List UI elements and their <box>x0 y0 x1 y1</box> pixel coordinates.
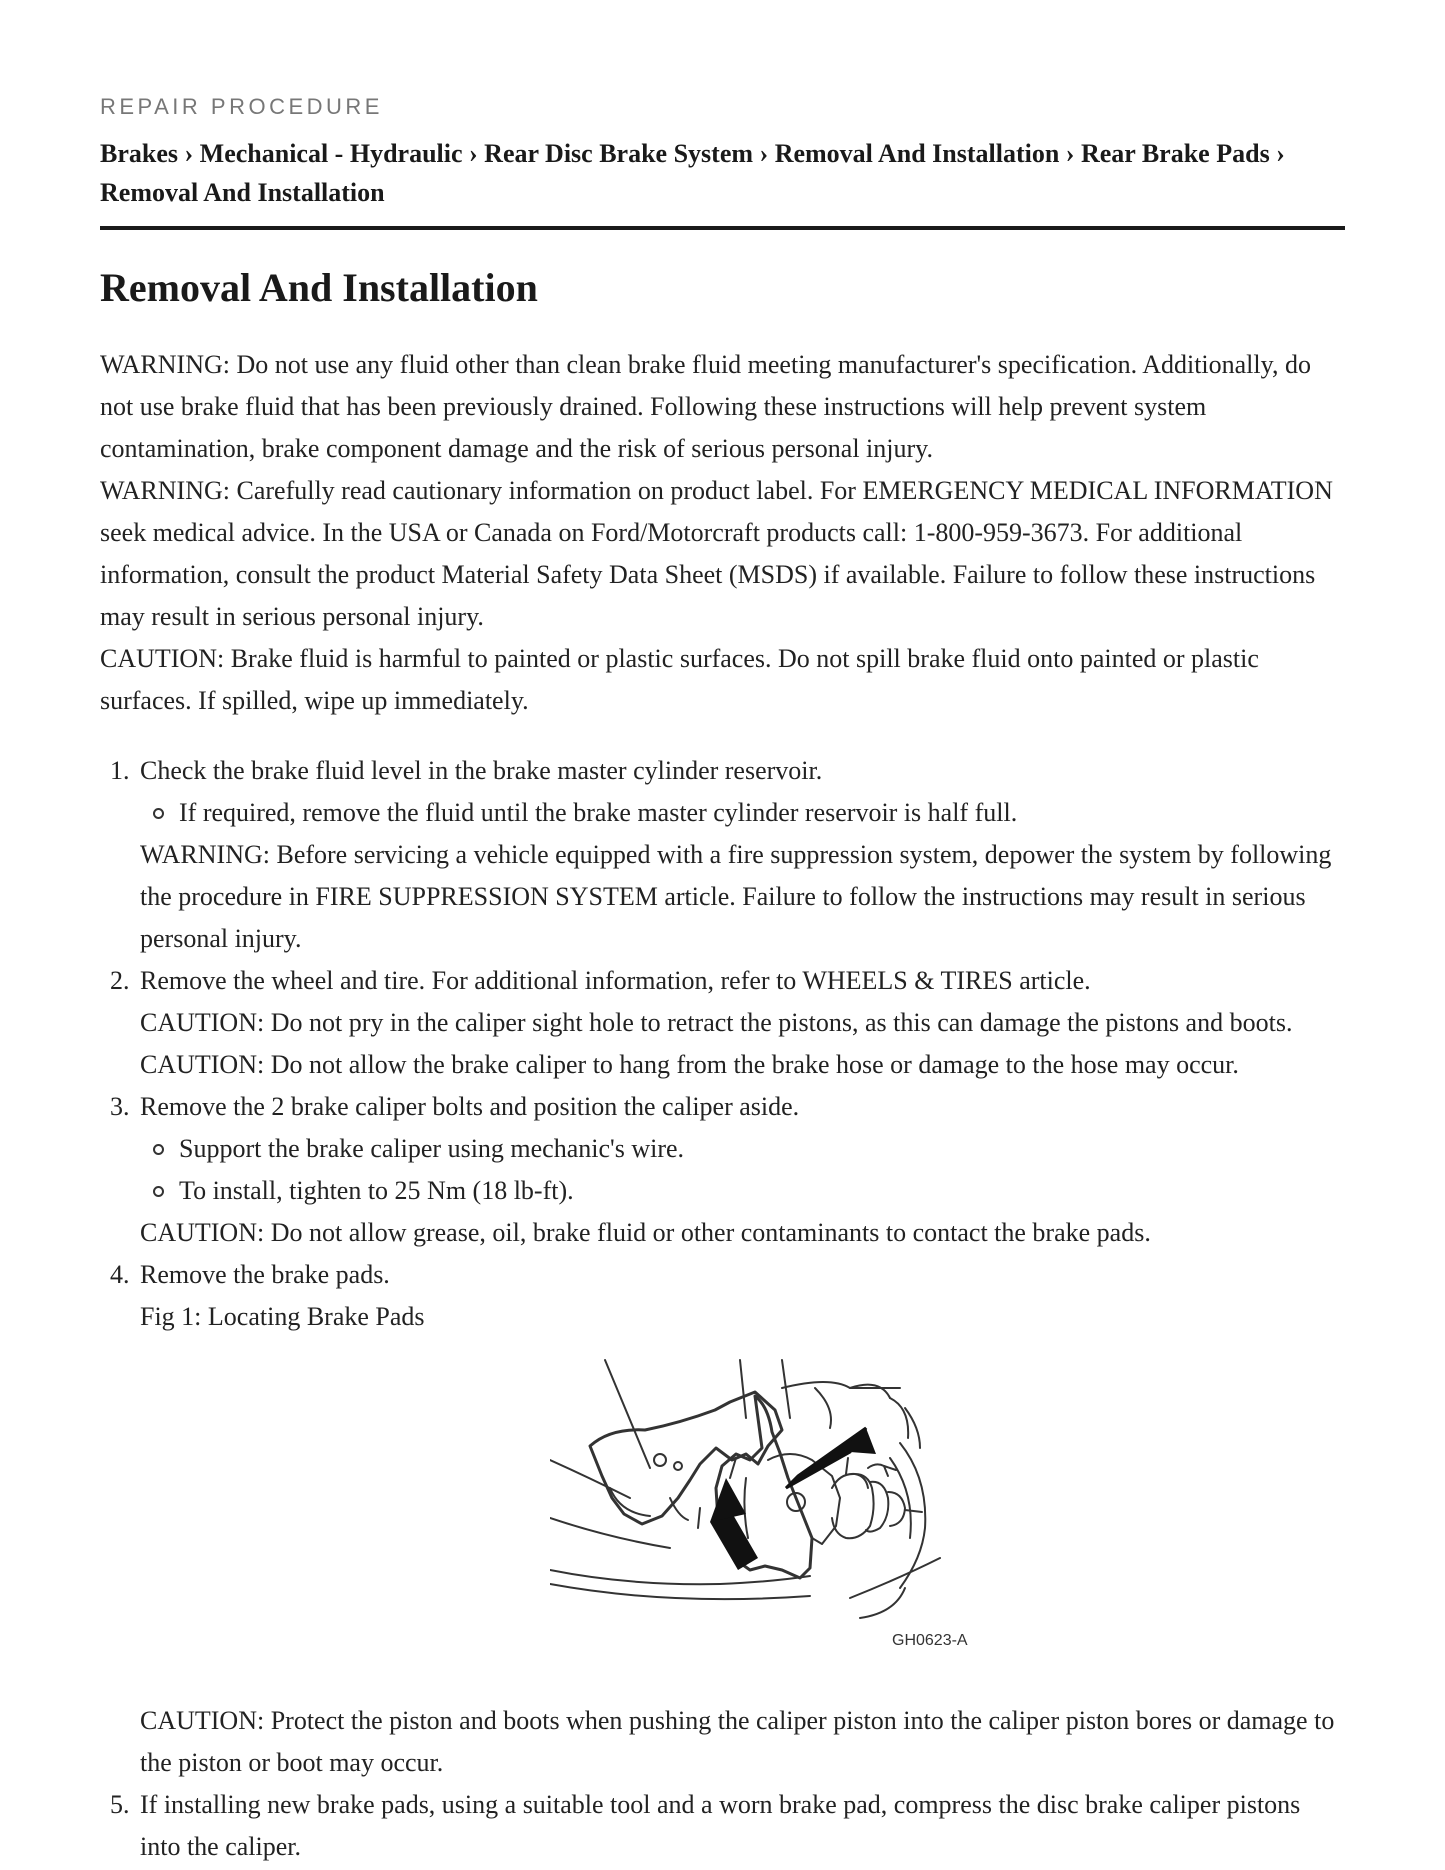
procedure-steps <box>110 750 1345 1868</box>
caution-note: CAUTION: Protect the piston and boots when pushing the caliper piston into the caliper piston bores or damage to the piston or boot may occur. <box>140 1706 1335 1777</box>
step-text: If installing new brake pads, using a suitable tool and a worn brake pad, compress the disc brake caliper pistons into the caliper. <box>140 1790 1301 1861</box>
sub-item-text: If required, remove the fluid until the brake master cylinder reservoir is half full. <box>179 798 1018 827</box>
caution-note: CAUTION: Do not pry in the caliper sight hole to retract the pistons, as this can damage the pistons and boots. <box>140 1008 1293 1037</box>
warning-note: WARNING: Do not use any fluid other than clean brake fluid meeting manufacturer's specification. Additionally, do not use brake fluid that has been previously drained. Following these instructions will help prevent system contamination, brake component damage and the risk of serious personal injury. <box>100 350 1311 463</box>
step-sub-list <box>140 792 1345 834</box>
figure-code: GH0623-A <box>892 1632 968 1649</box>
step-number: 4. <box>110 1260 130 1289</box>
step-text: Remove the brake pads. <box>140 1260 390 1289</box>
header-divider <box>100 226 1345 230</box>
sub-item-text: Support the brake caliper using mechanic's wire. <box>179 1134 685 1163</box>
breadcrumb-line-1[interactable]: Brakes › Mechanical - Hydraulic › Rear Disc Brake System › Removal And Installation › Rear Brake Pads › <box>100 139 1285 168</box>
step-text: Remove the wheel and tire. For additional information, refer to WHEELS & TIRES article. <box>140 966 1091 995</box>
circle-bullet-icon <box>153 1144 164 1155</box>
safety-notes <box>100 344 1345 722</box>
sub-list-item <box>140 1170 1345 1212</box>
breadcrumb-line-2[interactable]: Removal And Installation <box>100 178 385 207</box>
page-title: Removal And Installation <box>100 265 538 310</box>
step-number: 3. <box>110 1092 130 1121</box>
figure-caption: Fig 1: Locating Brake Pads <box>140 1302 425 1331</box>
step-text: Check the brake fluid level in the brake master cylinder reservoir. <box>140 756 823 785</box>
procedure-step <box>110 1254 1345 1784</box>
sub-list-item <box>140 1128 1345 1170</box>
section-kicker: REPAIR PROCEDURE <box>100 94 383 119</box>
breadcrumb <box>100 134 1345 212</box>
brake-caliper-illustration <box>550 1348 990 1648</box>
step-sub-list <box>140 1128 1345 1212</box>
brake-pads-figure <box>140 1338 1345 1700</box>
step-text: Remove the 2 brake caliper bolts and position the caliper aside. <box>140 1092 800 1121</box>
caution-note: CAUTION: Do not allow grease, oil, brake fluid or other contaminants to contact the brake pads. <box>140 1218 1151 1247</box>
procedure-step <box>110 750 1345 960</box>
step-number: 2. <box>110 966 130 995</box>
sub-item-text: To install, tighten to 25 Nm (18 lb-ft). <box>179 1176 574 1205</box>
warning-note: WARNING: Carefully read cautionary information on product label. For EMERGENCY MEDICAL INFORMATION seek medical advice. In the USA or Canada on Ford/Motorcraft products call: 1-800-959-3673. For additional information, consult the product Material Safety Data Sheet (MSDS) if available. Failure to follow these instructions may result in serious personal injury. <box>100 476 1333 631</box>
procedure-step <box>110 1784 1345 1868</box>
sub-list-item <box>140 792 1345 834</box>
step-number: 5. <box>110 1790 130 1819</box>
procedure-step <box>110 1086 1345 1254</box>
circle-bullet-icon <box>153 808 164 819</box>
caution-note: CAUTION: Brake fluid is harmful to painted or plastic surfaces. Do not spill brake fluid onto painted or plastic surfaces. If spilled, wipe up immediately. <box>100 644 1259 715</box>
caution-note: CAUTION: Do not allow the brake caliper to hang from the brake hose or damage to the hose may occur. <box>140 1050 1239 1079</box>
circle-bullet-icon <box>153 1186 164 1197</box>
step-number: 1. <box>110 756 130 785</box>
warning-note: WARNING: Before servicing a vehicle equipped with a fire suppression system, depower the system by following the procedure in FIRE SUPPRESSION SYSTEM article. Failure to follow the instructions may result in serious personal injury. <box>140 840 1332 953</box>
procedure-step <box>110 960 1345 1086</box>
